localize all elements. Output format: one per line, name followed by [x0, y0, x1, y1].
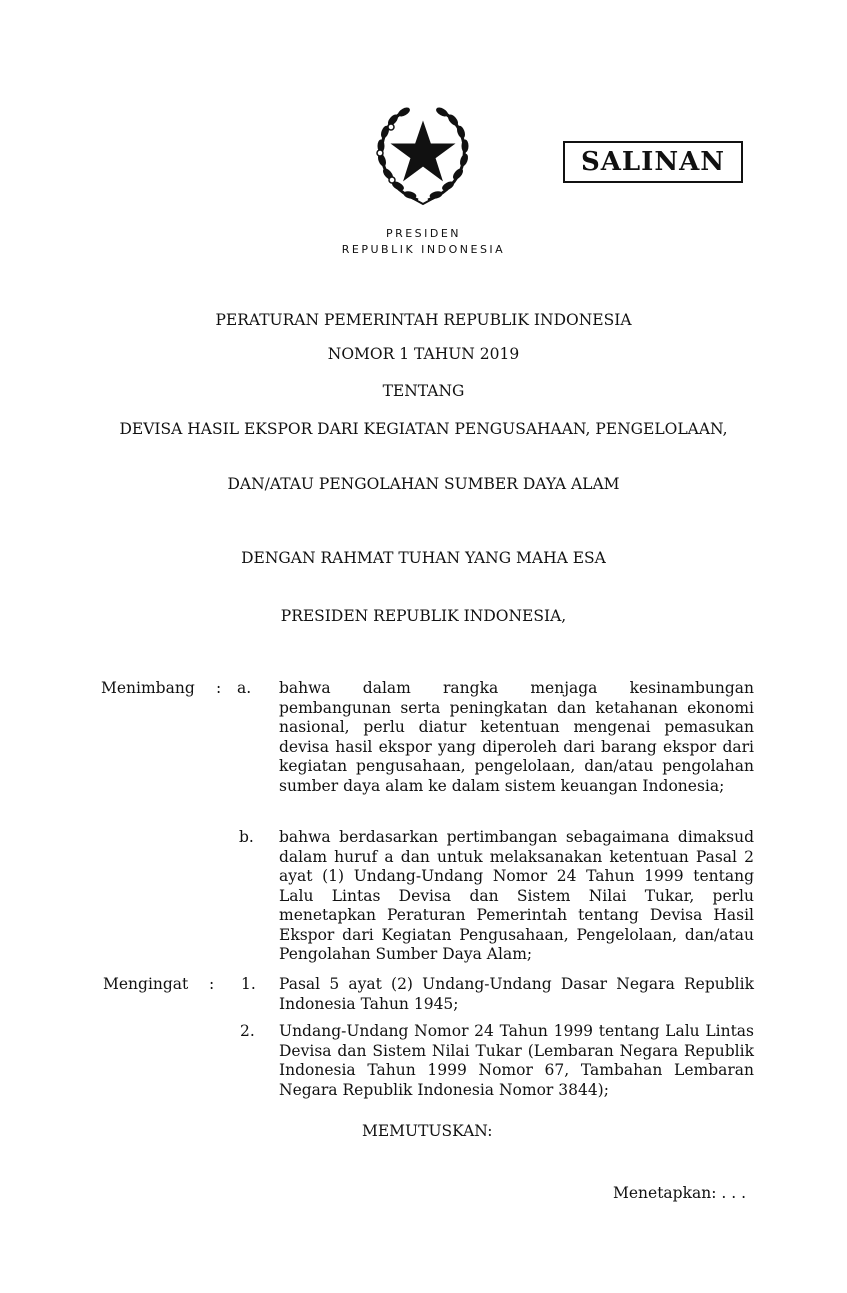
mengingat-label: Mengingat — [103, 975, 189, 993]
rahmat-heading: DENGAN RAHMAT TUHAN YANG MAHA ESA — [241, 549, 606, 567]
menimbang-colon: : — [216, 679, 222, 697]
salinan-stamp — [563, 141, 743, 183]
menimbang-label: Menimbang — [101, 679, 195, 697]
continuation-catchword: Menetapkan: . . . — [613, 1184, 746, 1202]
mengingat-item-text: Undang-Undang Nomor 24 Tahun 1999 tentang Lalu Lintas Devisa dan Sistem Nilai Tukar (Lembaran Negara Republik Indonesia Tahun 1999 Nomor 67, Tambahan Lembaran Negara Republik Indonesia Nomor 3844); — [279, 1022, 754, 1099]
menimbang-item-marker: a. — [237, 679, 252, 697]
regulation-about: TENTANG — [382, 382, 465, 400]
menimbang-item-text: bahwa dalam rangka menjaga kesinambungan pembangunan serta peningkatan dan ketahanan ekonomi nasional, perlu diatur ketentuan mengenai pemasukan devisa hasil ekspor yang diperoleh dari barang ekspor dari kegiatan pengusahaan, pengelolaan, dan/atau pengolahan sumber daya alam ke dalam sistem keuangan Indonesia; — [279, 679, 754, 795]
regulation-number: NOMOR 1 TAHUN 2019 — [327, 345, 520, 363]
regulation-subject-line1: DEVISA HASIL EKSPOR DARI KEGIATAN PENGUSAHAAN, PENGELOLAAN, — [119, 420, 728, 438]
memutuskan-heading: MEMUTUSKAN: — [362, 1122, 493, 1140]
regulation-subject-line2: DAN/ATAU PENGOLAHAN SUMBER DAYA ALAM — [227, 475, 620, 493]
menimbang-item-marker: b. — [239, 828, 254, 846]
presiden-heading: PRESIDEN REPUBLIK INDONESIA, — [280, 607, 567, 625]
presidential-emblem — [366, 100, 480, 206]
menimbang-item-text: bahwa berdasarkan pertimbangan sebagaimana dimaksud dalam huruf a dan untuk melaksanakan ketentuan Pasal 2 ayat (1) Undang-Undang Nomor 24 Tahun 1999 tentang Lalu Lintas Devisa dan Sistem Nilai Tukar, perlu menetapkan Peraturan Pemerintah tentang Devisa Hasil Ekspor dari Kegiatan Pengusahaan, Pengelolaan, dan/atau Pengolahan Sumber Daya Alam; — [279, 828, 754, 963]
salinan-label: SALINAN — [580, 147, 726, 177]
regulation-title: PERATURAN PEMERINTAH REPUBLIK INDONESIA — [215, 311, 632, 329]
office-title: PRESIDEN — [385, 227, 462, 240]
mengingat-item-marker: 2. — [240, 1022, 255, 1040]
mengingat-colon: : — [209, 975, 215, 993]
mengingat-item-text: Pasal 5 ayat (2) Undang-Undang Dasar Negara Republik Indonesia Tahun 1945; — [279, 975, 754, 1013]
mengingat-item-marker: 1. — [241, 975, 256, 993]
office-subtitle: REPUBLIK INDONESIA — [341, 243, 506, 256]
